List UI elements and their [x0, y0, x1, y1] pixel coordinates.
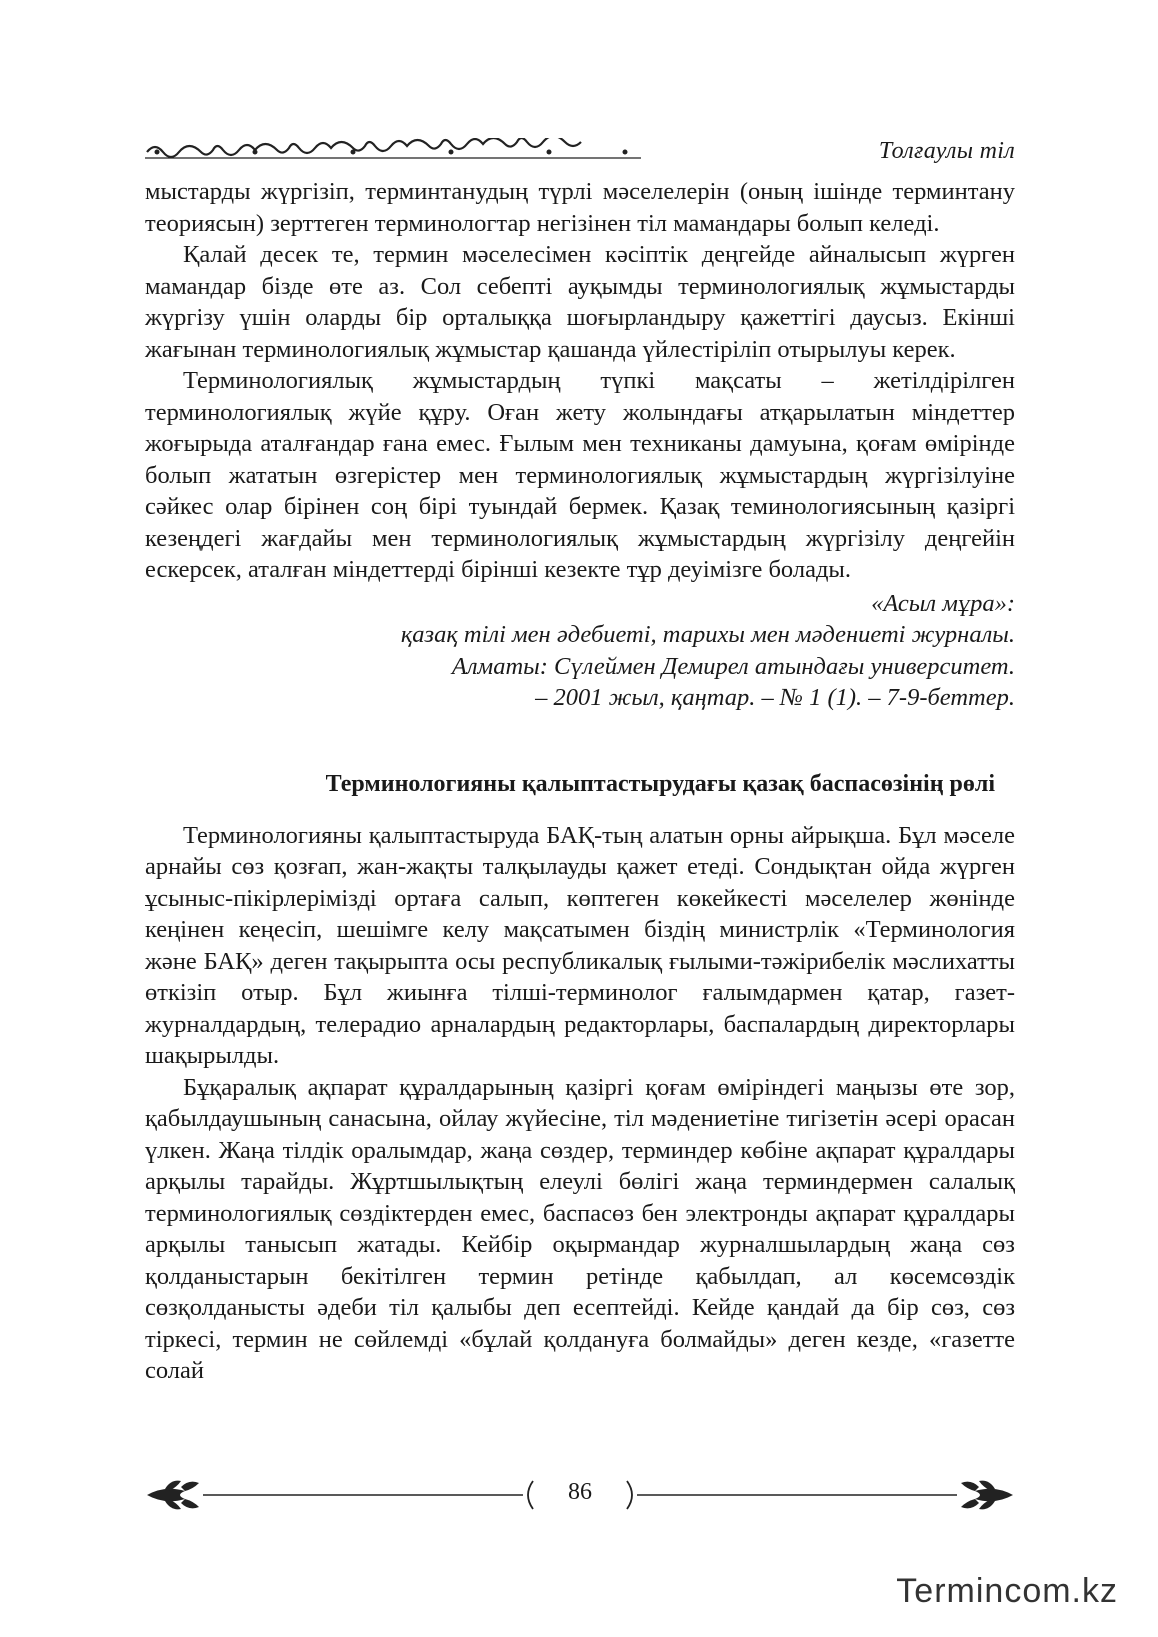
paragraph: Терминологияны қалыптастыруда БАҚ-тың алатын орны айрықша. Бұл мәселе арнайы сөз қозғап, жан-жақты талқылауды қажет етеді. Сондықтан ойда жүрген ұсыныс-пікірлерімізді ортаға салып, көптеген көкейкесті мәселелер жөнінде кеңінен кеңесіп, шешімге келу мақсатымен біздің министрлік «Терминология және БАҚ» деген тақырыпта осы республикалық ғылыми-тәжірибелік мәслихатты өткізіп отыр. Бұл жиынға тілші-терминолог ғалымдармен қатар, газет-журналдардың, телерадио арналардың редакторлары, баспалардың директорлары шақырылды. — [145, 821, 1015, 1069]
site-watermark: Termincom.kz — [896, 1572, 1118, 1610]
citation — [145, 588, 1015, 714]
page-number: 86 — [568, 1479, 592, 1505]
running-head: Толғаулы тіл — [878, 138, 1015, 164]
citation-line: – 2001 жыл, қаңтар. – № 1 (1). – 7-9-беттер. — [535, 684, 1015, 711]
citation-line: Алматы: Сүлеймен Демирел атындағы университет. — [451, 652, 1015, 680]
paragraph: Қалай десек те, термин мәселесімен кәсіптік деңгейде айналысып жүрген мамандар бізде өте аз. Сол себепті ауқымды терминологиялық жұмыстарды жүргізу үшін оларды бір орталыққа шоғырландыру қажеттігі даусыз. Екінші жағынан терминологиялық жұмыстар қашанда үйлестіріліп отырылуы керек. — [145, 241, 1015, 363]
citation-line: «Асыл мұра»: — [871, 589, 1015, 617]
scroll-ornament-icon — [145, 138, 645, 162]
section-title: Терминологияны қалыптастырудағы қазақ баспасөзінің рөлі — [325, 770, 995, 797]
page-footer — [145, 1475, 1015, 1515]
leaf-ornament-icon — [961, 1481, 1013, 1510]
citation-line: қазақ тілі мен әдебиеті, тарихы мен мәдениеті журналы. — [400, 621, 1015, 648]
page-header — [145, 130, 1015, 170]
paragraph: Терминологиялық жұмыстардың түпкі мақсаты – жетілдірілген терминологиялық жүйе құру. Оған жету жолындағы атқарылатын міндеттер жоғырыда аталғандар ғана емес. Ғылым мен техниканы дамуына, қоғам өмірінде болып жататын өзгерістер мен терминологиялық жұмыстардың жүргізілуіне сәйкес олар бірінен соң бірі туындай бермек. Қазақ теминологиясының қазіргі кезеңдегі жағдайы мен терминологиялық жұмыстардың жүргізілу деңгейін ескерсек, аталған міндеттерді бірінші кезекте тұр деуімізге болады. — [145, 367, 1015, 583]
paragraph: мыстарды жүргізіп, терминтанудың түрлі мәселелерін (оның ішінде терминтану теориясын) зерттеген терминологтар негізінен тіл мамандары болып келеді. — [145, 178, 1015, 237]
leaf-ornament-icon — [147, 1481, 199, 1510]
main-text — [145, 176, 1015, 1387]
paragraph: Бұқаралық ақпарат құралдарының қазіргі қоғам өміріндегі маңызы өте зор, қабылдаушының санасына, ойлау жүйесіне, тіл мәдениетіне тигізетін әсері орасан үлкен. Жаңа тілдік оралымдар, жаңа сөздер, терминдер көбіне ақпарат құралдары арқылы тарайды. Жұртшылықтың елеулі бөлігі жаңа терминдермен салалық терминологиялық сөздіктерден емес, баспасөз бен электронды ақпарат құралдары арқылы танысып жатады. Кейбір оқырмандар журналшылардың жаңа сөз қолданыстарын бекітілген термин ретінде қабылдап, ал көсемсөздік сөзқолданысты әдеби тіл қалыбы деп есептейді. Кейде қандай да бір сөз, сөз тіркесі, термин не сөйлемді «бұлай қолдануға болмайды» деген кезде, «газетте солай — [145, 1073, 1015, 1384]
